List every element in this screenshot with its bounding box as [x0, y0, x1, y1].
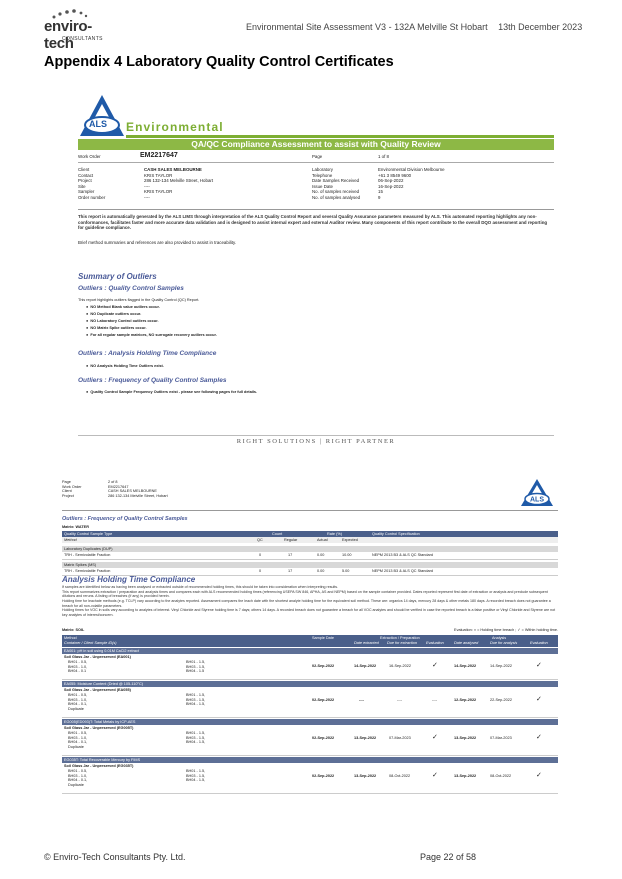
field-value: 9	[378, 194, 381, 200]
page-label: Page	[312, 154, 323, 159]
freq-subheader: QC	[257, 538, 263, 542]
als-logo-icon	[78, 94, 126, 140]
ht-date-analysed: 13-Sep-2022	[454, 774, 477, 778]
page-value: 1 of 8	[378, 154, 389, 159]
client-fields	[78, 167, 303, 200]
certificate-page-1	[78, 92, 554, 462]
freq-subheader: Method	[64, 538, 77, 542]
ht-ids-a	[68, 731, 87, 749]
ht-date-extracted: 13-Sep-2022	[354, 736, 377, 740]
ht-bullet: ● NO Analysis Holding Time Outliers exist.	[86, 364, 164, 368]
freq-method: TRH - Semivolatile Fraction	[64, 569, 111, 573]
logo-subtext: CONSULTANTS	[62, 36, 103, 42]
sample-id: BH03 - 1.0,	[68, 773, 88, 778]
ht-container: Soil Glass Jar - Unpreserved (EA001)	[64, 655, 131, 659]
page2-top-divider	[62, 510, 558, 511]
ht-paragraphs	[62, 585, 556, 618]
field-label: Client	[78, 167, 90, 172]
meta-value: 2 of 8	[108, 480, 118, 484]
meta-value: 286 132-134 Melville Street, Hobart	[108, 493, 168, 498]
ht-sample-date: 02-Sep-2022	[312, 698, 335, 702]
doc-date: 13th December 2023	[498, 22, 583, 32]
ht-header: Sample Date	[312, 636, 334, 640]
ht-due-extraction: 16-Sep-2022	[389, 664, 411, 668]
freq-table-subheader	[62, 537, 558, 543]
ht-ids-b	[186, 660, 205, 674]
ht-sample-date: 02-Sep-2022	[312, 774, 335, 778]
freq-spec: NEPM 2013 B3 & ALS QC Standard	[372, 553, 433, 557]
sample-id: Duplicate	[68, 706, 84, 711]
ht-data-row	[62, 654, 558, 680]
ht-ids-b	[186, 769, 205, 783]
freq-actual: 0.00	[317, 569, 325, 573]
sample-id: BH03 - 1.5,	[186, 664, 206, 669]
ht-eval-extraction: ✓	[432, 662, 438, 669]
footer-page-number: Page 22 of 58	[420, 852, 477, 862]
page2-freq-title: Outliers : Frequency of Quality Control Samples	[62, 516, 188, 522]
qaqc-banner-text: QA/QC Compliance Assessment to assist with Quality Review	[191, 139, 441, 149]
ht-ids-b	[186, 731, 205, 745]
field-label: Issue Date	[312, 183, 333, 189]
field-value: +61 3 8549 9600	[378, 172, 412, 178]
ht-compliance-title: Analysis Holding Time Compliance	[62, 575, 196, 584]
sample-id: BH03 - 1.5,	[186, 735, 206, 740]
qc-title: Outliers : Quality Control Samples	[78, 285, 184, 292]
fields-divider	[78, 209, 554, 210]
page-title: Appendix 4 Laboratory Quality Control Certificates	[44, 54, 394, 70]
footer-copyright: © Enviro-Tech Consultants Pty. Ltd.	[44, 852, 186, 862]
sample-id: BH04 - 1.5,	[186, 702, 206, 707]
sample-id: BH04 - 1.5,	[186, 740, 206, 745]
ht-ids-a	[68, 660, 87, 674]
meta-label: Client	[62, 489, 72, 494]
ht-container: Soil Glass Jar - Unpreserved (EG035T)	[64, 764, 134, 768]
freq-header: Count	[272, 532, 283, 536]
ht-header: Extraction / Preparation	[380, 636, 420, 640]
page2-meta	[62, 480, 282, 498]
ht-method: EG005(ED093)T: Total Metals by ICP-AES	[64, 720, 136, 724]
ht-header: Date analysed	[454, 641, 479, 645]
freq-data-row	[62, 552, 558, 560]
ht-header: Evaluation	[530, 641, 548, 645]
ht-data-row	[62, 725, 558, 756]
ht-bullet-text: NO Analysis Holding Time Outliers exist.	[90, 364, 164, 368]
ht-container: Soil Glass Jar - Unpreserved (EA055)	[64, 688, 131, 692]
ht-eval-analysis: ✓	[536, 696, 542, 703]
sample-id: BH01 - 0.5,	[68, 693, 88, 697]
ht-header: Due for extraction	[387, 641, 417, 645]
sample-id: BH04 - 1.5,	[186, 778, 206, 783]
certificate-page-2	[62, 478, 558, 838]
qc-bullet: ● NO Duplicate outliers occur.	[86, 312, 142, 317]
field-value: ----	[144, 183, 150, 189]
ht-eval-extraction: ✓	[432, 734, 438, 741]
qc-note: This report highlights outliers flagged in the Quality Control (QC) Report.	[78, 298, 200, 302]
summary-title: Summary of Outliers	[78, 272, 157, 281]
svg-text:ALS: ALS	[530, 496, 544, 504]
freq-header: Rate (%)	[327, 532, 342, 536]
als-logo-label: ALS	[89, 119, 107, 129]
field-label: Order number	[78, 194, 106, 200]
field-label: Telephone	[312, 172, 333, 178]
sample-id: BH01 - 1.5,	[186, 660, 206, 664]
meta-value: EM2217647	[108, 484, 129, 489]
field-value: 16-Sep-2022	[378, 183, 404, 189]
ht-sample-date: 02-Sep-2022	[312, 664, 335, 668]
work-order-label: Work Order	[78, 154, 101, 159]
qc-bullet-text: NO Duplicate outliers occur.	[90, 312, 142, 317]
field-label: Sampler	[78, 189, 95, 194]
freq-header: Quality Control Sample Type	[64, 532, 113, 536]
ht-table-header	[62, 635, 558, 647]
sample-id: BH04 - 0.1	[68, 669, 87, 674]
freq-title: Outliers : Frequency of Quality Control Samples	[78, 377, 227, 384]
ht-method: EG035T: Total Recoverable Mercury by FIMS	[64, 758, 141, 762]
sample-id: BH03 - 1.0,	[68, 735, 88, 740]
ht-data-row	[62, 687, 558, 718]
ht-paragraph: Holding times for VOC in soils vary according to analytes of interest. Vinyl Chloride and Styrene holding time is 7 days; others 14 days. A recorded breach does not guarantee a breach for all VOC analytes and should be verified in case the reported breach is a false positive or Vinyl Chloride and Styrene are not key analytes of interest/concern.	[62, 608, 556, 618]
field-value: 286 132-134 Melville Street, Hobart	[144, 178, 214, 183]
sample-id: BH04 - 0.1,	[68, 702, 88, 707]
freq-qc: 0	[259, 553, 262, 557]
brand-underline	[126, 135, 554, 138]
field-value: KRIS TAYLOR	[144, 172, 173, 178]
freq-actual: 0.00	[317, 553, 325, 557]
field-value: ----	[144, 194, 150, 200]
ht-header: Analysis	[492, 636, 507, 640]
ht-header: Date extracted	[354, 641, 379, 645]
field-value: 15	[378, 189, 383, 194]
work-order-row	[78, 152, 554, 163]
freq-method: TRH - Semivolatile Fraction	[64, 553, 111, 557]
ht-due-extraction: ----	[397, 698, 403, 702]
meta-label: Work Order	[62, 484, 82, 489]
brand-name: Environmental	[126, 120, 224, 134]
sample-id: BH01 - 0.5,	[68, 660, 88, 664]
ht-ids-b	[186, 693, 205, 707]
sample-id: Duplicate	[68, 782, 84, 787]
ht-title: Outliers : Analysis Holding Time Compliance	[78, 350, 217, 357]
sample-id: BH01 - 1.5,	[186, 769, 206, 773]
holding-time-table	[62, 635, 558, 794]
field-value: KRIS TAYLOR	[144, 189, 173, 194]
brief-paragraph: Brief method summaries and references are also provided to assist in traceability.	[78, 240, 237, 245]
sample-id: BH03 - 1.0,	[68, 697, 88, 702]
sample-id: BH04 - 0.1,	[68, 740, 88, 745]
qc-bullet: ● NO Method Blank value outliers occur.	[86, 305, 160, 309]
field-value: Environmental Division Melbourne	[378, 167, 445, 172]
doc-title-text: Environmental Site Assessment V3 - 132A Melville St Hobart	[246, 22, 488, 32]
ht-data-row	[62, 763, 558, 794]
sample-id: BH01 - 0.5,	[68, 769, 88, 773]
matrix-soil-label: Matrix: SOIL	[62, 628, 85, 632]
field-label: Site	[78, 183, 86, 189]
frequency-table	[62, 531, 558, 576]
sample-id: BH01 - 0.5,	[68, 731, 88, 735]
sample-id: BH04 - 0.1,	[68, 778, 88, 783]
field-value: CASH SALES MELBOURNE	[144, 167, 202, 172]
ht-method: EA055: Moisture Content (Dried @ 105-110°C)	[64, 682, 143, 686]
ht-container: Soil Glass Jar - Unpreserved (EG005T)	[64, 726, 134, 730]
freq-expected: 5.00	[342, 569, 350, 573]
ht-due-analysis: 14-Sep-2022	[490, 664, 512, 668]
field-label: No. of samples analysed	[312, 194, 361, 200]
matrix-water-label: Matrix: WATER	[62, 525, 89, 529]
qc-bullet: ● For all regular sample matrices, NO surrogate recovery outliers occur.	[86, 333, 217, 338]
meta-value: CASH SALES MELBOURNE	[108, 489, 157, 494]
ht-eval-analysis: ✓	[536, 772, 542, 779]
als-logo-small-icon	[520, 478, 554, 508]
ht-due-analysis: 22-Sep-2022	[490, 698, 512, 702]
ht-header: Evaluation	[426, 641, 444, 645]
freq-header: Quality Control Specification	[372, 532, 420, 536]
freq-subheader: Expected	[342, 538, 358, 542]
freq-qc: 0	[259, 569, 262, 573]
intro-paragraph: This report is automatically generated by the ALS LIMS through interpretation of the ALS Quality Control Report and several Quality Assurance parameters measured by ALS. This automated reporting highlights any non-conformances, facilitates faster and more accurate data validation and is designed to assist internal expert and external Auditor review. Many components of this report contribute to the overall DQO assessment and reporting for guideline compliance.	[78, 214, 548, 230]
meta-label: Page	[62, 480, 71, 484]
ht-date-extracted: 13-Sep-2022	[354, 774, 377, 778]
field-label: Laboratory	[312, 167, 333, 172]
tagline: RIGHT SOLUTIONS | RIGHT PARTNER	[236, 438, 396, 445]
qc-bullet-list	[86, 305, 217, 340]
qc-bullet-text: For all regular sample matrices, NO surrogate recovery outliers occur.	[90, 333, 217, 338]
field-row	[78, 195, 303, 201]
ht-header: Due for analysis	[490, 641, 518, 645]
sample-id: BH03 - 1.5,	[186, 697, 206, 702]
sample-id: BH03 - 1.0,	[68, 664, 88, 669]
freq-bullet: ● Quality Control Sample Frequency Outliers exist - please see following pages for full details.	[86, 390, 258, 394]
freq-bullet-text: Quality Control Sample Frequency Outliers exist - please see following pages for full details.	[90, 390, 258, 394]
sample-id: Duplicate	[68, 744, 84, 749]
field-label: Contact	[78, 172, 94, 178]
freq-subheader: Regular	[284, 538, 298, 542]
ht-due-extraction: 07-Mar-2023	[389, 736, 411, 740]
freq-group-label: Matrix Spikes (MS)	[64, 563, 97, 567]
ht-date-analysed: 14-Sep-2022	[454, 664, 477, 668]
ht-header: Container / Client Sample ID(s)	[64, 641, 117, 645]
ht-sample-date: 02-Sep-2022	[312, 736, 335, 740]
ht-ids-a	[68, 769, 87, 787]
ht-eval-analysis: ✓	[536, 662, 542, 669]
sample-id: BH03 - 1.5,	[186, 773, 206, 778]
document-title	[246, 22, 582, 32]
work-order-value: EM2217647	[140, 152, 178, 159]
ht-method: EA001: pH in soil using 0.01M CaCl2 extract	[64, 649, 139, 653]
ht-paragraph: If samples are identified below as having been analysed or extracted outside of recommended holding times, this should be taken into consideration when interpreting results.	[62, 585, 339, 589]
ht-due-analysis: 07-Mar-2023	[490, 736, 512, 740]
freq-spec: NEPM 2013 B3 & ALS QC Standard	[372, 569, 433, 573]
field-value: 06-Sep-2022	[378, 178, 404, 183]
sample-id: BH04 - 1.5	[186, 669, 205, 674]
ht-eval-extraction: ✓	[432, 772, 438, 779]
qc-bullet: ● NO Laboratory Control outliers occur.	[86, 319, 159, 324]
meta-row	[62, 494, 282, 499]
qc-bullet: ● NO Matrix Spike outliers occur.	[86, 326, 147, 331]
tagline-divider	[78, 435, 554, 436]
ht-paragraph: Holding time for leachate methods (e.g. TCLP) vary according to the analytes reported. Assessment compares the leach date with the shortest analyte holding time for the equivalent soil method. These are: organics 14 days, mercury 28 days & other metals 180 days. A recorded breach does not guarantee a breach for all non-volatile parameters.	[62, 599, 551, 608]
meta-label: Project	[62, 493, 74, 498]
ht-ids-a	[68, 693, 87, 711]
field-label: Date Samples Received	[312, 178, 360, 183]
ht-eval-analysis: ✓	[536, 734, 542, 741]
field-row	[312, 195, 552, 201]
ht-date-analysed: 13-Sep-2022	[454, 736, 477, 740]
freq-expected: 10.00	[342, 553, 352, 557]
ht-header: Method	[64, 636, 77, 640]
field-label: Project	[78, 178, 92, 183]
qc-bullet-text: NO Method Blank value outliers occur.	[90, 305, 160, 309]
ht-eval-extraction: ----	[432, 698, 438, 702]
company-logo	[44, 8, 114, 52]
qc-bullet-text: NO Matrix Spike outliers occur.	[90, 326, 147, 331]
freq-regular: 17	[288, 553, 293, 557]
ht-date-extracted: 14-Sep-2022	[354, 664, 377, 668]
freq-subheader: Actual	[317, 538, 328, 542]
evaluation-legend: Evaluation: × = Holding time breach ; ✓ = Within holding time.	[454, 628, 558, 632]
sample-id: BH01 - 1.5,	[186, 731, 206, 735]
qc-bullet-text: NO Laboratory Control outliers occur.	[90, 319, 159, 324]
lab-fields	[312, 167, 552, 200]
ht-date-extracted: ----	[359, 698, 365, 702]
ht-due-extraction: 08-Oct-2022	[389, 774, 411, 778]
freq-group-label: Laboratory Duplicates (DUP)	[64, 547, 113, 551]
ht-paragraph: This report summarizes extraction / preparation and analysis times and compares each with ALS recommended holding times (referencing USEPA SW 846, APHA, AS and NEPM) based on the sample container provided. Dates reported represent first date of extraction or analysis and preclude subsequent dilutions and reruns. A listing of breaches (if any) is provided herein.	[62, 589, 548, 599]
logo-text: enviro-tech	[44, 18, 92, 52]
field-label: No. of samples received	[312, 189, 360, 194]
freq-regular: 17	[288, 569, 293, 573]
ht-date-analysed: 12-Sep-2022	[454, 698, 477, 702]
ht-due-analysis: 08-Oct-2022	[490, 774, 512, 778]
sample-id: BH01 - 1.5,	[186, 693, 206, 697]
